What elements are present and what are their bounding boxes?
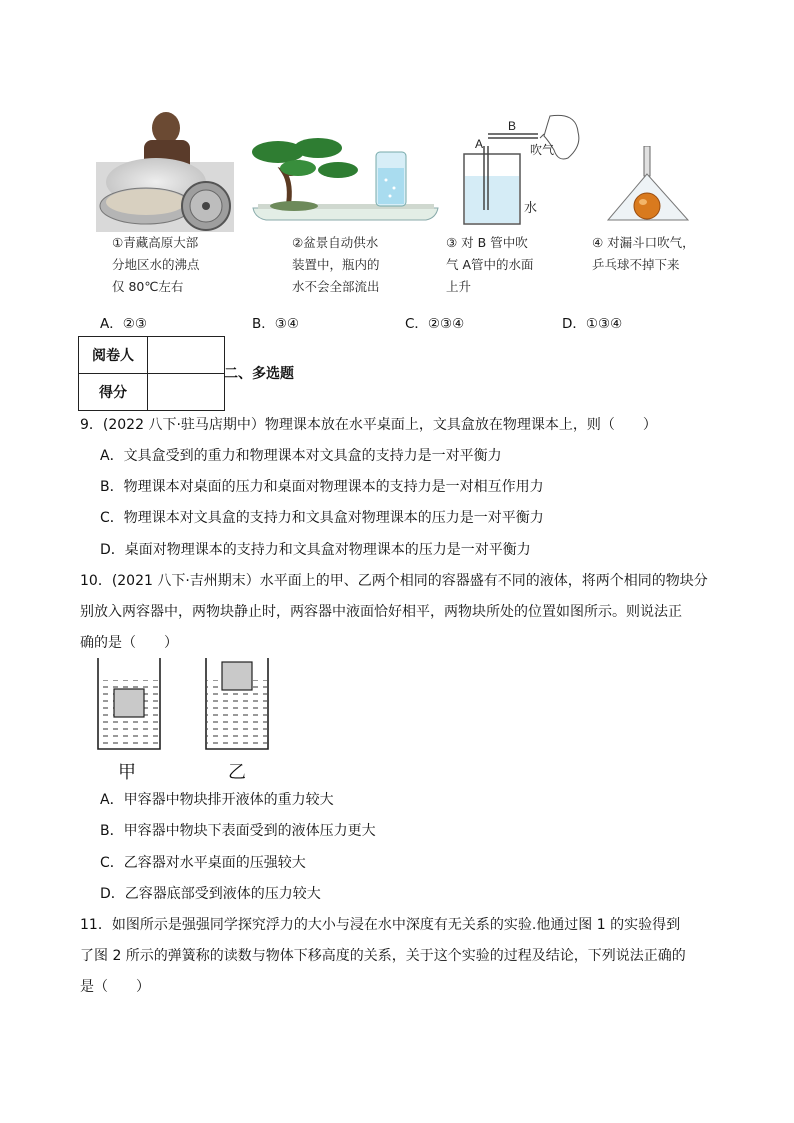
blow-label: 吹气 [530, 143, 555, 157]
container-yi [206, 658, 268, 749]
q8-option-c[interactable]: C．②③④ [405, 316, 465, 332]
reviewer-field[interactable] [148, 337, 225, 374]
q9-option-c[interactable]: C．物理课本对文具盒的支持力和文具盒对物理课本的压力是一对平衡力 [100, 510, 544, 526]
figure-caption-4: ④ 对漏斗口吹气， 乒乓球不掉下来 [592, 235, 695, 272]
plateau-cooking-illustration [96, 102, 234, 232]
q10-stem-line-1: 10．(2021 八下·吉州期末）水平面上的甲、乙两个相同的容器盛有不同的液体，将两个相同的物块分 [80, 573, 708, 589]
figure-row [90, 100, 695, 300]
tube-b-label: B [508, 119, 517, 133]
q10-option-d[interactable]: D．乙容器底部受到液体的压力较大 [100, 886, 321, 902]
q11-stem-line-3: 是（ ） [80, 979, 150, 995]
q8-option-b[interactable]: B．③④ [252, 316, 299, 332]
score-field[interactable] [148, 374, 225, 411]
q9-option-a[interactable]: A．文具盒受到的重力和物理课本对文具盒的支持力是一对平衡力 [100, 448, 502, 464]
q9-option-b[interactable]: B．物理课本对桌面的压力和桌面对物理课本的支持力是一对相互作用力 [100, 479, 544, 495]
containers-diagram [92, 656, 278, 756]
q11-stem-line-1: 11．如图所示是强强同学探究浮力的大小与浸在水中深度有无关系的实验.他通过图 1 的实验得到 [80, 917, 681, 933]
q10-option-a[interactable]: A．甲容器中物块排开液体的重力较大 [100, 792, 334, 808]
funnel-ball-illustration [602, 146, 694, 226]
score-table [78, 336, 225, 411]
q8-option-a[interactable]: A．②③ [100, 316, 147, 332]
water-label: 水 [524, 201, 538, 216]
tube-a-label: A [475, 137, 484, 151]
q9-stem: 9．(2022 八下·驻马店期中）物理课本放在水平桌面上，文具盒放在物理课本上，则（ ） [80, 417, 657, 433]
q11-stem-line-2: 了图 2 所示的弹簧称的读数与物体下移高度的关系，关于这个实验的过程及结论，下列说法正确的 [80, 948, 686, 964]
block-jia [114, 689, 144, 717]
section-title: 二、多选题 [224, 366, 294, 382]
figure-caption-2: ②盆景自动供水 装置中，瓶内的 水不会全部流出 [292, 235, 380, 294]
q10-option-c[interactable]: C．乙容器对水平桌面的压强较大 [100, 855, 306, 871]
block-yi [222, 662, 252, 690]
figure-caption-1: ①青藏高原大部 分地区水的沸点 仅 80℃左右 [112, 235, 200, 294]
score-label: 得分 [79, 374, 148, 411]
q10-stem-line-3: 确的是（ ） [80, 635, 178, 651]
container-jia [98, 658, 160, 749]
tube-blowing-illustration [458, 110, 590, 228]
q10-stem-line-2: 别放入两容器中，两物块静止时，两容器中液面恰好相平，两物块所处的位置如图所示。则说法正 [80, 604, 682, 620]
figure-caption-3: ③ 对 B 管中吹 气 A管中的水面 上升 [446, 235, 534, 294]
q10-option-b[interactable]: B．甲容器中物块下表面受到的液体压力更大 [100, 823, 376, 839]
bonsai-water-supply-illustration [248, 134, 443, 226]
container-label-jia: 甲 [118, 762, 136, 783]
q9-option-d[interactable]: D．桌面对物理课本的支持力和文具盒对物理课本的压力是一对平衡力 [100, 542, 531, 558]
reviewer-label: 阅卷人 [79, 337, 148, 374]
q8-option-d[interactable]: D．①③④ [562, 316, 623, 332]
container-label-yi: 乙 [228, 762, 246, 783]
